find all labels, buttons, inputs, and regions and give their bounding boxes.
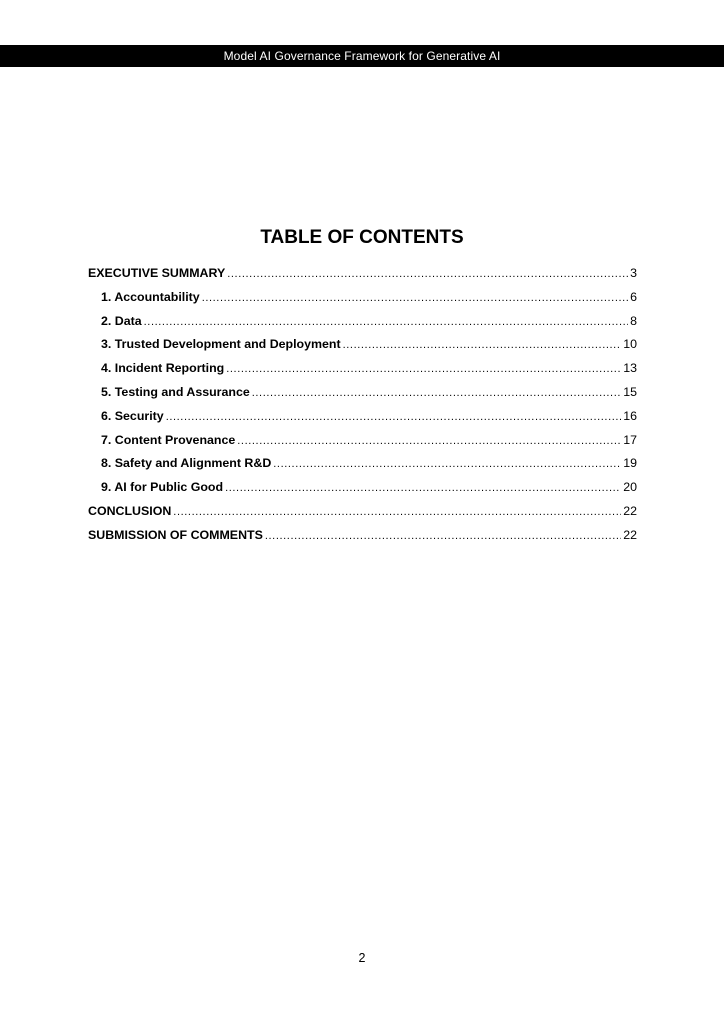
toc-entry-label: EXECUTIVE SUMMARY: [88, 266, 226, 280]
page-number: 2: [358, 951, 366, 965]
toc-entry-page: 17: [623, 432, 637, 447]
toc-entry-submission-of-comments[interactable]: [88, 524, 637, 548]
toc-entry-label: 7. Content Provenance: [101, 432, 236, 447]
toc-entry-security[interactable]: [88, 405, 637, 429]
toc-entry-incident-reporting[interactable]: [88, 357, 637, 381]
dot-leader: [237, 430, 621, 454]
dot-leader: [226, 358, 621, 382]
toc-entry-ai-public-good[interactable]: [88, 476, 637, 500]
toc-entry-content-provenance[interactable]: [88, 429, 637, 453]
toc-entry-label: 3. Trusted Development and Deployment: [101, 337, 341, 352]
toc-entry-page: 6: [630, 289, 637, 304]
toc-entry-page: 16: [623, 408, 637, 423]
dot-leader: [227, 263, 628, 287]
toc-entry-page: 15: [623, 384, 637, 399]
dot-leader: [144, 311, 628, 335]
toc-entry-trusted-development[interactable]: [88, 333, 637, 357]
dot-leader: [166, 406, 622, 430]
toc-entry-page: 10: [623, 337, 637, 352]
toc-entry-page: 20: [623, 480, 637, 495]
document-title: Model AI Governance Framework for Generative AI: [223, 49, 501, 63]
toc-entry-conclusion[interactable]: [88, 500, 637, 524]
toc-entry-page: 22: [623, 503, 637, 518]
toc-entry-page: 22: [623, 527, 637, 542]
toc-entry-data[interactable]: [88, 310, 637, 334]
toc-entry-testing-assurance[interactable]: [88, 381, 637, 405]
toc-entry-label: 5. Testing and Assurance: [101, 384, 250, 399]
running-header: [0, 45, 724, 67]
table-of-contents: [88, 262, 637, 548]
dot-leader: [252, 382, 621, 406]
dot-leader: [225, 477, 621, 501]
toc-entry-accountability[interactable]: [88, 286, 637, 310]
dot-leader: [173, 501, 621, 525]
dot-leader: [343, 334, 622, 358]
toc-entry-label: 8. Safety and Alignment R&D: [101, 456, 272, 471]
dot-leader: [202, 287, 628, 311]
toc-entry-label: 9. AI for Public Good: [101, 480, 224, 495]
toc-entry-page: 13: [623, 361, 637, 376]
toc-entry-page: 19: [623, 456, 637, 471]
toc-entry-page: 3: [630, 266, 637, 280]
dot-leader: [265, 525, 621, 549]
toc-entry-executive-summary[interactable]: [88, 262, 637, 286]
toc-entry-page: 8: [630, 313, 637, 328]
toc-entry-label: 2. Data: [101, 313, 142, 328]
toc-entry-label: 1. Accountability: [101, 289, 200, 304]
toc-heading: TABLE OF CONTENTS: [260, 227, 464, 248]
toc-entry-safety-alignment[interactable]: [88, 452, 637, 476]
toc-entry-label: CONCLUSION: [88, 503, 172, 518]
toc-entry-label: SUBMISSION OF COMMENTS: [88, 527, 263, 542]
dot-leader: [273, 453, 621, 477]
toc-entry-label: 6. Security: [101, 408, 164, 423]
toc-entry-label: 4. Incident Reporting: [101, 361, 225, 376]
